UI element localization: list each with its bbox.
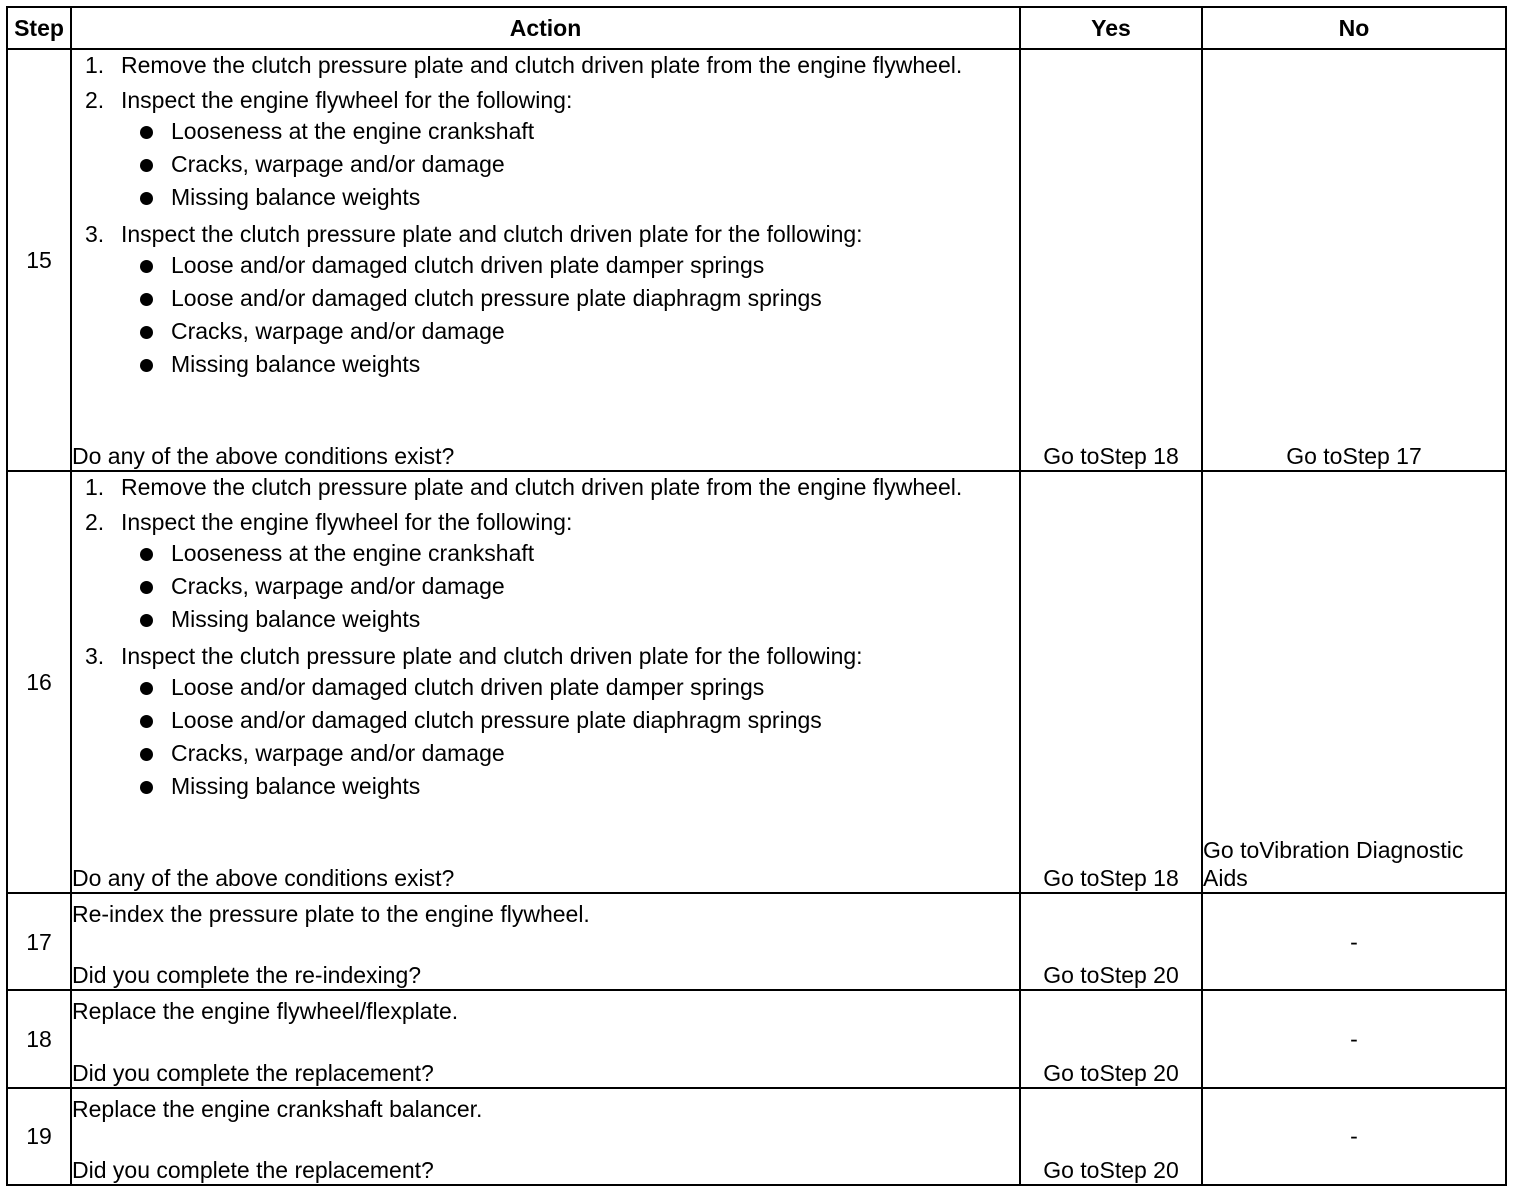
list-item [72,85,1019,214]
list-text: Inspect the engine flywheel for the following: [121,509,573,536]
action-cell [71,1088,1020,1185]
bullet-icon [140,359,153,372]
bullet-icon [140,581,153,594]
action-cell [71,471,1020,893]
bullet-list [121,115,1019,214]
bullet-item [121,148,1019,181]
bullet-text: Loose and/or damaged clutch driven plate damper springs [171,674,765,701]
no-link[interactable]: Go toVibration Diagnostic Aids [1202,471,1506,893]
bullet-item [121,537,1019,570]
table-row [7,49,1506,471]
bullet-item [121,671,1019,704]
table-row [7,1088,1506,1185]
procedure-list [72,472,1019,808]
list-number: 2. [85,509,105,536]
no-value: - [1202,1088,1506,1185]
bullet-icon [140,682,153,695]
list-item [72,641,1019,803]
bullet-text: Loose and/or damaged clutch pressure plate diaphragm springs [171,707,822,734]
list-item [72,219,1019,381]
bullet-text: Cracks, warpage and/or damage [171,318,505,344]
diagnostic-table [6,6,1507,1186]
instruction-text: Replace the engine crankshaft balancer. [72,1095,483,1122]
bullet-icon [140,748,153,761]
table-row [7,990,1506,1087]
instruction-text: Replace the engine flywheel/flexplate. [72,998,459,1025]
bullet-item [121,770,1019,803]
bullet-item [121,704,1019,737]
bullet-list [121,537,1019,636]
bullet-item [121,570,1019,603]
procedure-list [72,50,1019,386]
action-cell [71,49,1020,471]
step-number: 15 [7,49,71,471]
yes-link[interactable]: Go toStep 20 [1020,1088,1202,1185]
question-text: Did you complete the replacement? [72,1059,434,1086]
list-number: 1. [85,52,105,78]
question-text: Did you complete the re-indexing? [72,962,422,989]
bullet-item [121,115,1019,148]
yes-link[interactable]: Go toStep 18 [1020,49,1202,471]
bullet-icon [140,781,153,794]
step-number: 19 [7,1088,71,1185]
yes-link[interactable]: Go toStep 18 [1020,471,1202,893]
bullet-icon [140,260,153,273]
bullet-text: Missing balance weights [171,606,421,633]
header-row [7,7,1506,49]
bullet-list [121,249,1019,381]
list-number: 2. [85,87,105,113]
bullet-text: Loose and/or damaged clutch driven plate damper springs [171,252,765,278]
no-value: - [1202,990,1506,1087]
bullet-text: Missing balance weights [171,351,421,377]
bullet-icon [140,159,153,172]
bullet-icon [140,326,153,339]
table-row [7,471,1506,893]
bullet-icon [140,192,153,205]
header-step: Step [7,7,71,49]
question-text: Did you complete the replacement? [72,1157,434,1183]
list-item [72,472,1019,502]
list-text: Remove the clutch pressure plate and clutch driven plate from the engine flywheel. [121,474,963,501]
bullet-text: Loose and/or damaged clutch pressure plate diaphragm springs [171,285,822,311]
step-number: 16 [7,471,71,893]
bullet-text: Looseness at the engine crankshaft [171,540,535,567]
bullet-icon [140,715,153,728]
list-number: 1. [85,474,105,501]
list-number: 3. [85,221,105,247]
bullet-item [121,249,1019,282]
bullet-item [121,348,1019,381]
bullet-text: Cracks, warpage and/or damage [171,573,505,600]
list-item [72,50,1019,80]
question-text: Do any of the above conditions exist? [72,865,455,892]
instruction-text: Re-index the pressure plate to the engine flywheel. [72,901,590,928]
bullet-icon [140,548,153,561]
bullet-text: Missing balance weights [171,773,421,800]
list-text: Remove the clutch pressure plate and clutch driven plate from the engine flywheel. [121,52,963,78]
yes-link[interactable]: Go toStep 20 [1020,990,1202,1087]
no-link[interactable]: Go toStep 17 [1202,49,1506,471]
list-item [72,507,1019,636]
bullet-list [121,671,1019,803]
table-row [7,893,1506,990]
bullet-text: Missing balance weights [171,184,421,210]
bullet-text: Cracks, warpage and/or damage [171,151,505,177]
bullet-item [121,737,1019,770]
bullet-text: Looseness at the engine crankshaft [171,118,535,144]
bullet-item [121,181,1019,214]
header-yes: Yes [1020,7,1202,49]
bullet-icon [140,614,153,627]
list-number: 3. [85,643,105,670]
bullet-text: Cracks, warpage and/or damage [171,740,505,767]
list-text: Inspect the engine flywheel for the following: [121,87,573,113]
bullet-item [121,282,1019,315]
bullet-item [121,315,1019,348]
bullet-item [121,603,1019,636]
action-cell [71,893,1020,990]
step-number: 18 [7,990,71,1087]
action-cell [71,990,1020,1087]
no-value: - [1202,893,1506,990]
yes-link[interactable]: Go toStep 20 [1020,893,1202,990]
question-text: Do any of the above conditions exist? [72,443,455,470]
bullet-icon [140,126,153,139]
header-no: No [1202,7,1506,49]
header-action: Action [71,7,1020,49]
list-text: Inspect the clutch pressure plate and clutch driven plate for the following: [121,643,863,670]
step-number: 17 [7,893,71,990]
bullet-icon [140,293,153,306]
list-text: Inspect the clutch pressure plate and clutch driven plate for the following: [121,221,863,247]
